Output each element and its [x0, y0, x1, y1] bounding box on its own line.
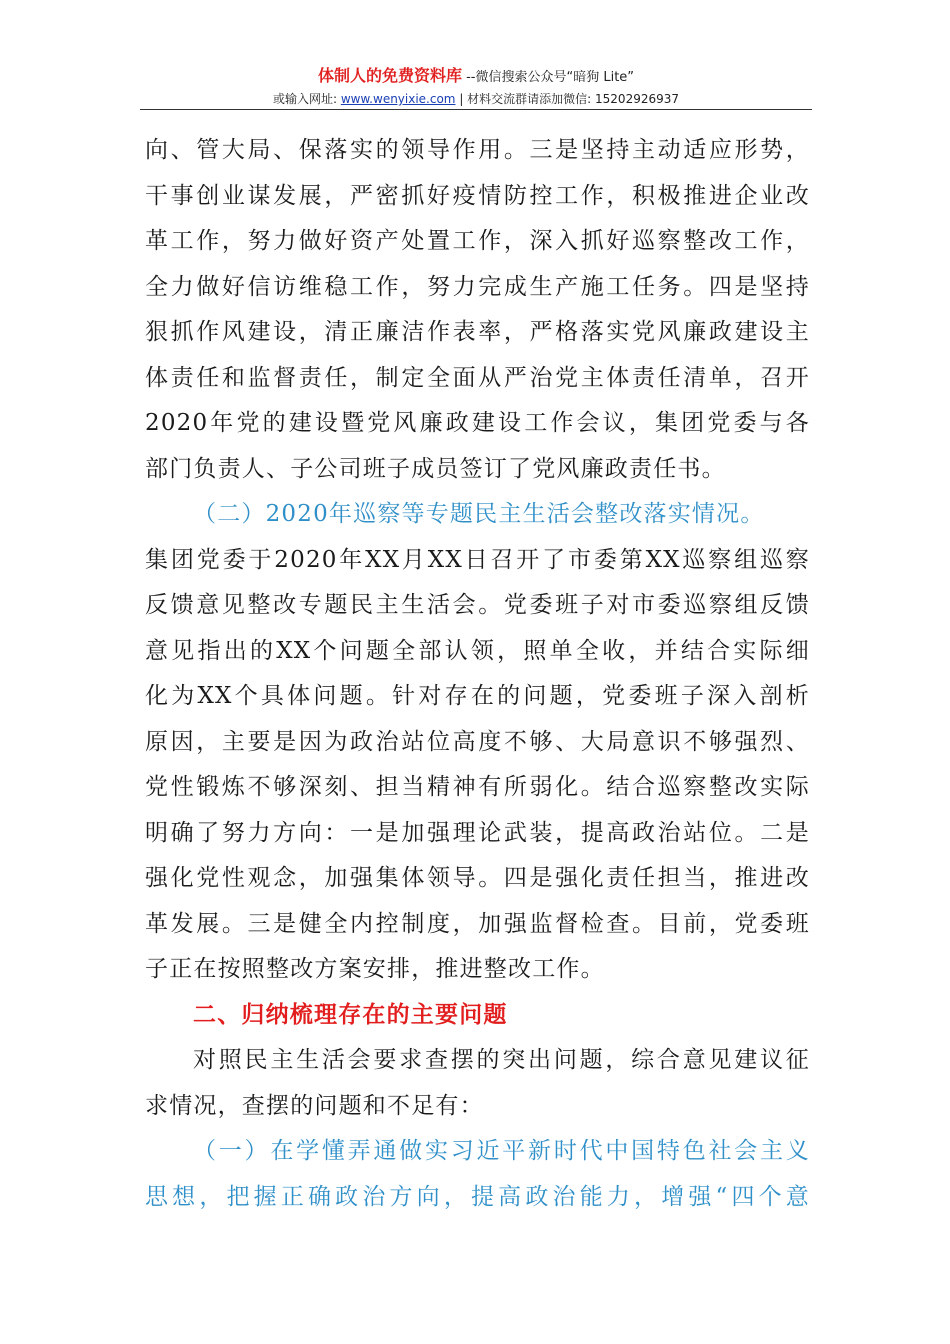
- section-heading-text: 二、归纳梳理存在的主要问题: [193, 1001, 508, 1028]
- header-line-1: [140, 66, 812, 88]
- text-line: 求情况，查摆的问题和不足有：: [145, 1092, 484, 1119]
- text-line: 全力做好信访维稳工作，努力完成生产施工任务。四是坚持: [145, 273, 810, 300]
- subheading-blue: [145, 1129, 810, 1220]
- page-header: [140, 66, 812, 108]
- text-line: 干事创业谋发展，严密抓好疫情防控工作，积极推进企业改: [145, 182, 810, 209]
- section-heading: [145, 993, 810, 1039]
- text-line: 化为XX个具体问题。针对存在的问题，党委班子深入剖析: [145, 683, 810, 709]
- header-line-2: [140, 90, 812, 108]
- header-brand: 体制人的免费资料库: [317, 66, 462, 85]
- subheading-blue: [145, 492, 810, 538]
- text-line: 狠抓作风建设，清正廉洁作表率，严格落实党风廉政建设主: [145, 319, 810, 345]
- text-line: 对照民主生活会要求查摆的突出问题，综合意见建议征: [193, 1047, 810, 1073]
- paragraph: [145, 1038, 810, 1129]
- text-line: 革发展。三是健全内控制度，加强监督检查。目前，党委班: [145, 910, 810, 937]
- text-line: 向、管大局、保落实的领导作用。三是坚持主动适应形势，: [145, 137, 810, 163]
- text-line: 反馈意见整改专题民主生活会。党委班子对市委巡察组反馈: [145, 592, 810, 618]
- text-line: 部门负责人、子公司班子成员签订了党风廉政责任书。: [145, 455, 726, 482]
- text-line: 原因，主要是因为政治站位高度不够、大局意识不够强烈、: [145, 728, 810, 755]
- text-line: 集团党委于2020年XX月XX日召开了市委第XX巡察组巡察: [145, 546, 810, 573]
- text-line: 明确了努力方向：一是加强理论武装，提高政治站位。二是: [145, 819, 810, 846]
- text-line: 思想，把握正确政治方向，提高政治能力，增强“四个意: [145, 1183, 810, 1210]
- header-url-link[interactable]: www.wenyixie.com: [340, 92, 456, 106]
- document-body: [145, 128, 810, 1220]
- text-line: 子正在按照整改方案安排，推进整改工作。: [145, 956, 605, 982]
- text-line: 革工作，努力做好资产处置工作，深入抓好巡察整改工作，: [145, 228, 810, 254]
- header-brand-suffix: --微信搜索公众号“暗狗 Lite”: [466, 70, 635, 85]
- header-contact: | 材料交流群请添加微信: 15202926937: [455, 92, 680, 106]
- paragraph: [145, 128, 810, 492]
- header-url-prefix: 或输入网址:: [272, 92, 341, 106]
- header-divider: [140, 109, 812, 110]
- text-line: 意见指出的XX个问题全部认领，照单全收，并结合实际细: [145, 637, 810, 664]
- text-line: 体责任和监督责任，制定全面从严治党主体责任清单，召开: [145, 364, 810, 391]
- text-line: 强化党性观念，加强集体领导。四是强化责任担当，推进改: [145, 865, 810, 891]
- paragraph: [145, 538, 810, 993]
- text-line: 党性锻炼不够深刻、担当精神有所弱化。结合巡察整改实际: [145, 774, 810, 800]
- text-line: （一）在学懂弄通做实习近平新时代中国特色社会主义: [193, 1138, 810, 1164]
- text-line: 2020年党的建设暨党风廉政建设工作会议，集团党委与各: [145, 410, 810, 436]
- text-line: （二）2020年巡察等专题民主生活会整改落实情况。: [193, 501, 765, 527]
